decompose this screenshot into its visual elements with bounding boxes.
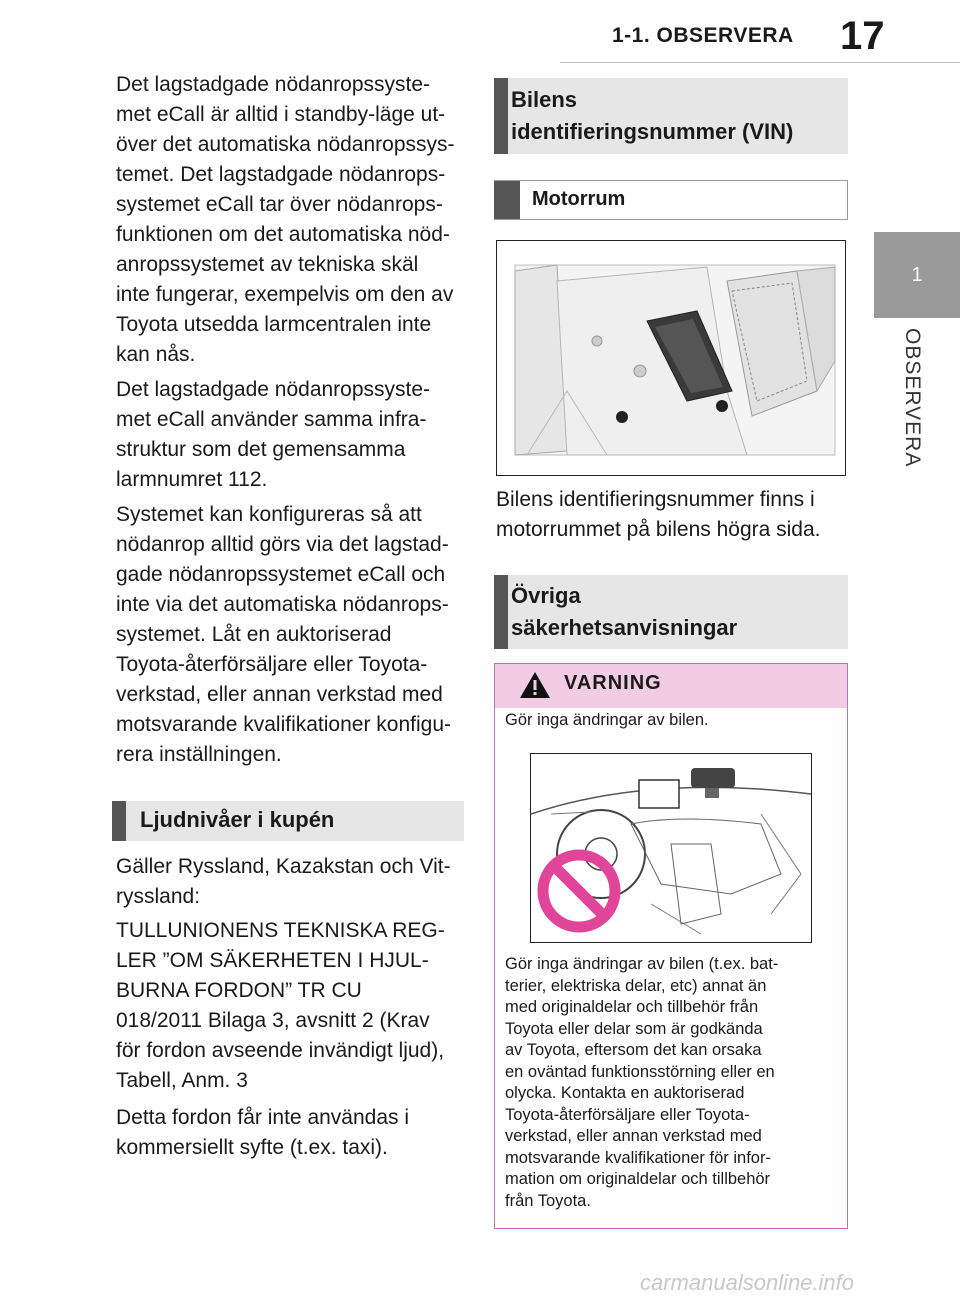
chapter-tab: 1: [874, 232, 960, 318]
text-line: kan nås.: [116, 343, 196, 366]
paragraph-regulation: [116, 916, 445, 1096]
subheading-engine-room: [494, 180, 848, 220]
text-line: från Toyota.: [505, 1191, 591, 1210]
text-line: larmnumret 112.: [116, 468, 268, 491]
warning-triangle-icon: [518, 670, 552, 705]
watermark: carmanualsonline.info: [640, 1270, 855, 1295]
heading-sound-levels: Ljudnivåer i kupén: [112, 801, 464, 841]
text-line: BURNA FORDON” TR CU: [116, 979, 362, 1002]
text-line: TULLUNIONENS TEKNISKA REG-: [116, 919, 445, 942]
text-line: 018/2011 Bilaga 3, avsnitt 2 (Krav: [116, 1009, 430, 1032]
engine-room-drawing: [497, 241, 845, 475]
text-line: en oväntad funktionsstörning eller en: [505, 1062, 775, 1081]
text-line: verkstad, eller annan verkstad med: [505, 1127, 762, 1145]
text-line: mation om originaldelar och tillbehör: [505, 1170, 771, 1188]
text-line: funktionen om det automatiska nöd-: [116, 223, 450, 246]
text-line: Toyota-återförsäljare eller Toyota-: [116, 653, 428, 676]
page-number: 17: [840, 14, 885, 58]
text-line: nödanrop alltid görs via det lagstad-: [116, 533, 449, 556]
paragraph-vin-location: [496, 485, 821, 545]
paragraph-commercial-use: [116, 1103, 409, 1163]
heading-line: Övriga: [511, 583, 581, 608]
text-line: Detta fordon får inte användas i: [116, 1106, 410, 1129]
warning-body: [505, 954, 778, 1212]
text-line: anropssystemet av tekniska skäl: [116, 253, 419, 276]
text-line: met eCall använder samma infra-: [116, 408, 427, 431]
chapter-label: [880, 328, 936, 468]
text-line: gade nödanropssystemet eCall och: [116, 563, 446, 586]
paragraph-applicability: [116, 852, 451, 912]
text-line: Bilens identifieringsnummer finns i: [496, 488, 815, 511]
text-line: terier, elektriska delar, etc) annat än: [505, 976, 767, 995]
heading-vin: [494, 78, 848, 154]
text-line: inte fungerar, exempelvis om den av: [116, 283, 454, 306]
text-line: Det lagstadgade nödanropssyste-: [116, 378, 431, 401]
text-line: av Toyota, eftersom det kan orsaka: [505, 1041, 762, 1059]
text-line: Tabell, Anm. 3: [116, 1069, 248, 1092]
text-line: med originaldelar och tillbehör från: [505, 998, 759, 1016]
text-line: Gäller Ryssland, Kazakstan och Vit-: [116, 855, 451, 878]
text-line: systemet eCall tar över nödanrops-: [116, 193, 443, 216]
text-line: kommersiellt syfte (t.ex. taxi).: [116, 1136, 388, 1159]
text-line: Toyota eller delar som är godkända: [505, 1019, 763, 1038]
warning-intro: Gör inga ändringar av bilen.: [505, 711, 709, 729]
text-line: verkstad, eller annan verkstad med: [116, 683, 443, 706]
text-line: motsvarande kvalifikationer konfigu-: [116, 713, 451, 736]
text-line: temet. Det lagstadgade nödanrops-: [116, 163, 446, 186]
paragraph-ecall-config: [116, 500, 451, 770]
prohibited-icon: [536, 848, 622, 939]
text-line: Systemet kan konfigureras så att: [116, 503, 422, 526]
text-line: rera inställningen.: [116, 743, 282, 766]
heading-line: säkerhetsanvisningar: [511, 615, 738, 640]
heading-line: Bilens: [511, 87, 578, 112]
warning-title: VARNING: [564, 672, 662, 694]
heading-other-safety: [494, 575, 848, 649]
paragraph-ecall-infrastructure: [116, 375, 430, 495]
text-line: LER ”OM SÄKERHETEN I HJUL-: [116, 949, 429, 972]
text-line: systemet. Låt en auktoriserad: [116, 623, 392, 646]
engine-room-illustration: [496, 240, 846, 476]
subheading-text: Motorrum: [532, 188, 626, 210]
text-line: inte via det automatiska nödanrops-: [116, 593, 449, 616]
section-title: 1-1. OBSERVERA: [612, 24, 794, 47]
text-line: olycka. Kontakta en auktoriserad: [505, 1084, 745, 1102]
text-line: met eCall är alltid i standby-läge ut-: [116, 103, 446, 126]
header-divider: [560, 62, 960, 63]
chapter-label-text: OBSERVERA: [901, 328, 924, 468]
text-line: över det automatiska nödanropssys-: [116, 133, 455, 156]
text-line: Det lagstadgade nödanropssyste-: [116, 73, 431, 96]
text-line: motorrummet på bilens högra sida.: [496, 518, 821, 541]
text-line: ryssland:: [116, 885, 201, 908]
text-line: Toyota-återförsäljare eller Toyota-: [505, 1105, 750, 1124]
paragraph-ecall-standby: [116, 70, 455, 370]
text-line: struktur som det gemensamma: [116, 438, 406, 461]
heading-line: identifieringsnummer (VIN): [511, 119, 794, 144]
subheading-marker: [494, 181, 520, 219]
text-line: Toyota utsedda larmcentralen inte: [116, 313, 432, 336]
text-line: Gör inga ändringar av bilen (t.ex. bat-: [505, 955, 779, 973]
text-line: för fordon avseende invändigt ljud),: [116, 1039, 445, 1062]
text-line: motsvarande kvalifikationer för infor-: [505, 1148, 771, 1167]
